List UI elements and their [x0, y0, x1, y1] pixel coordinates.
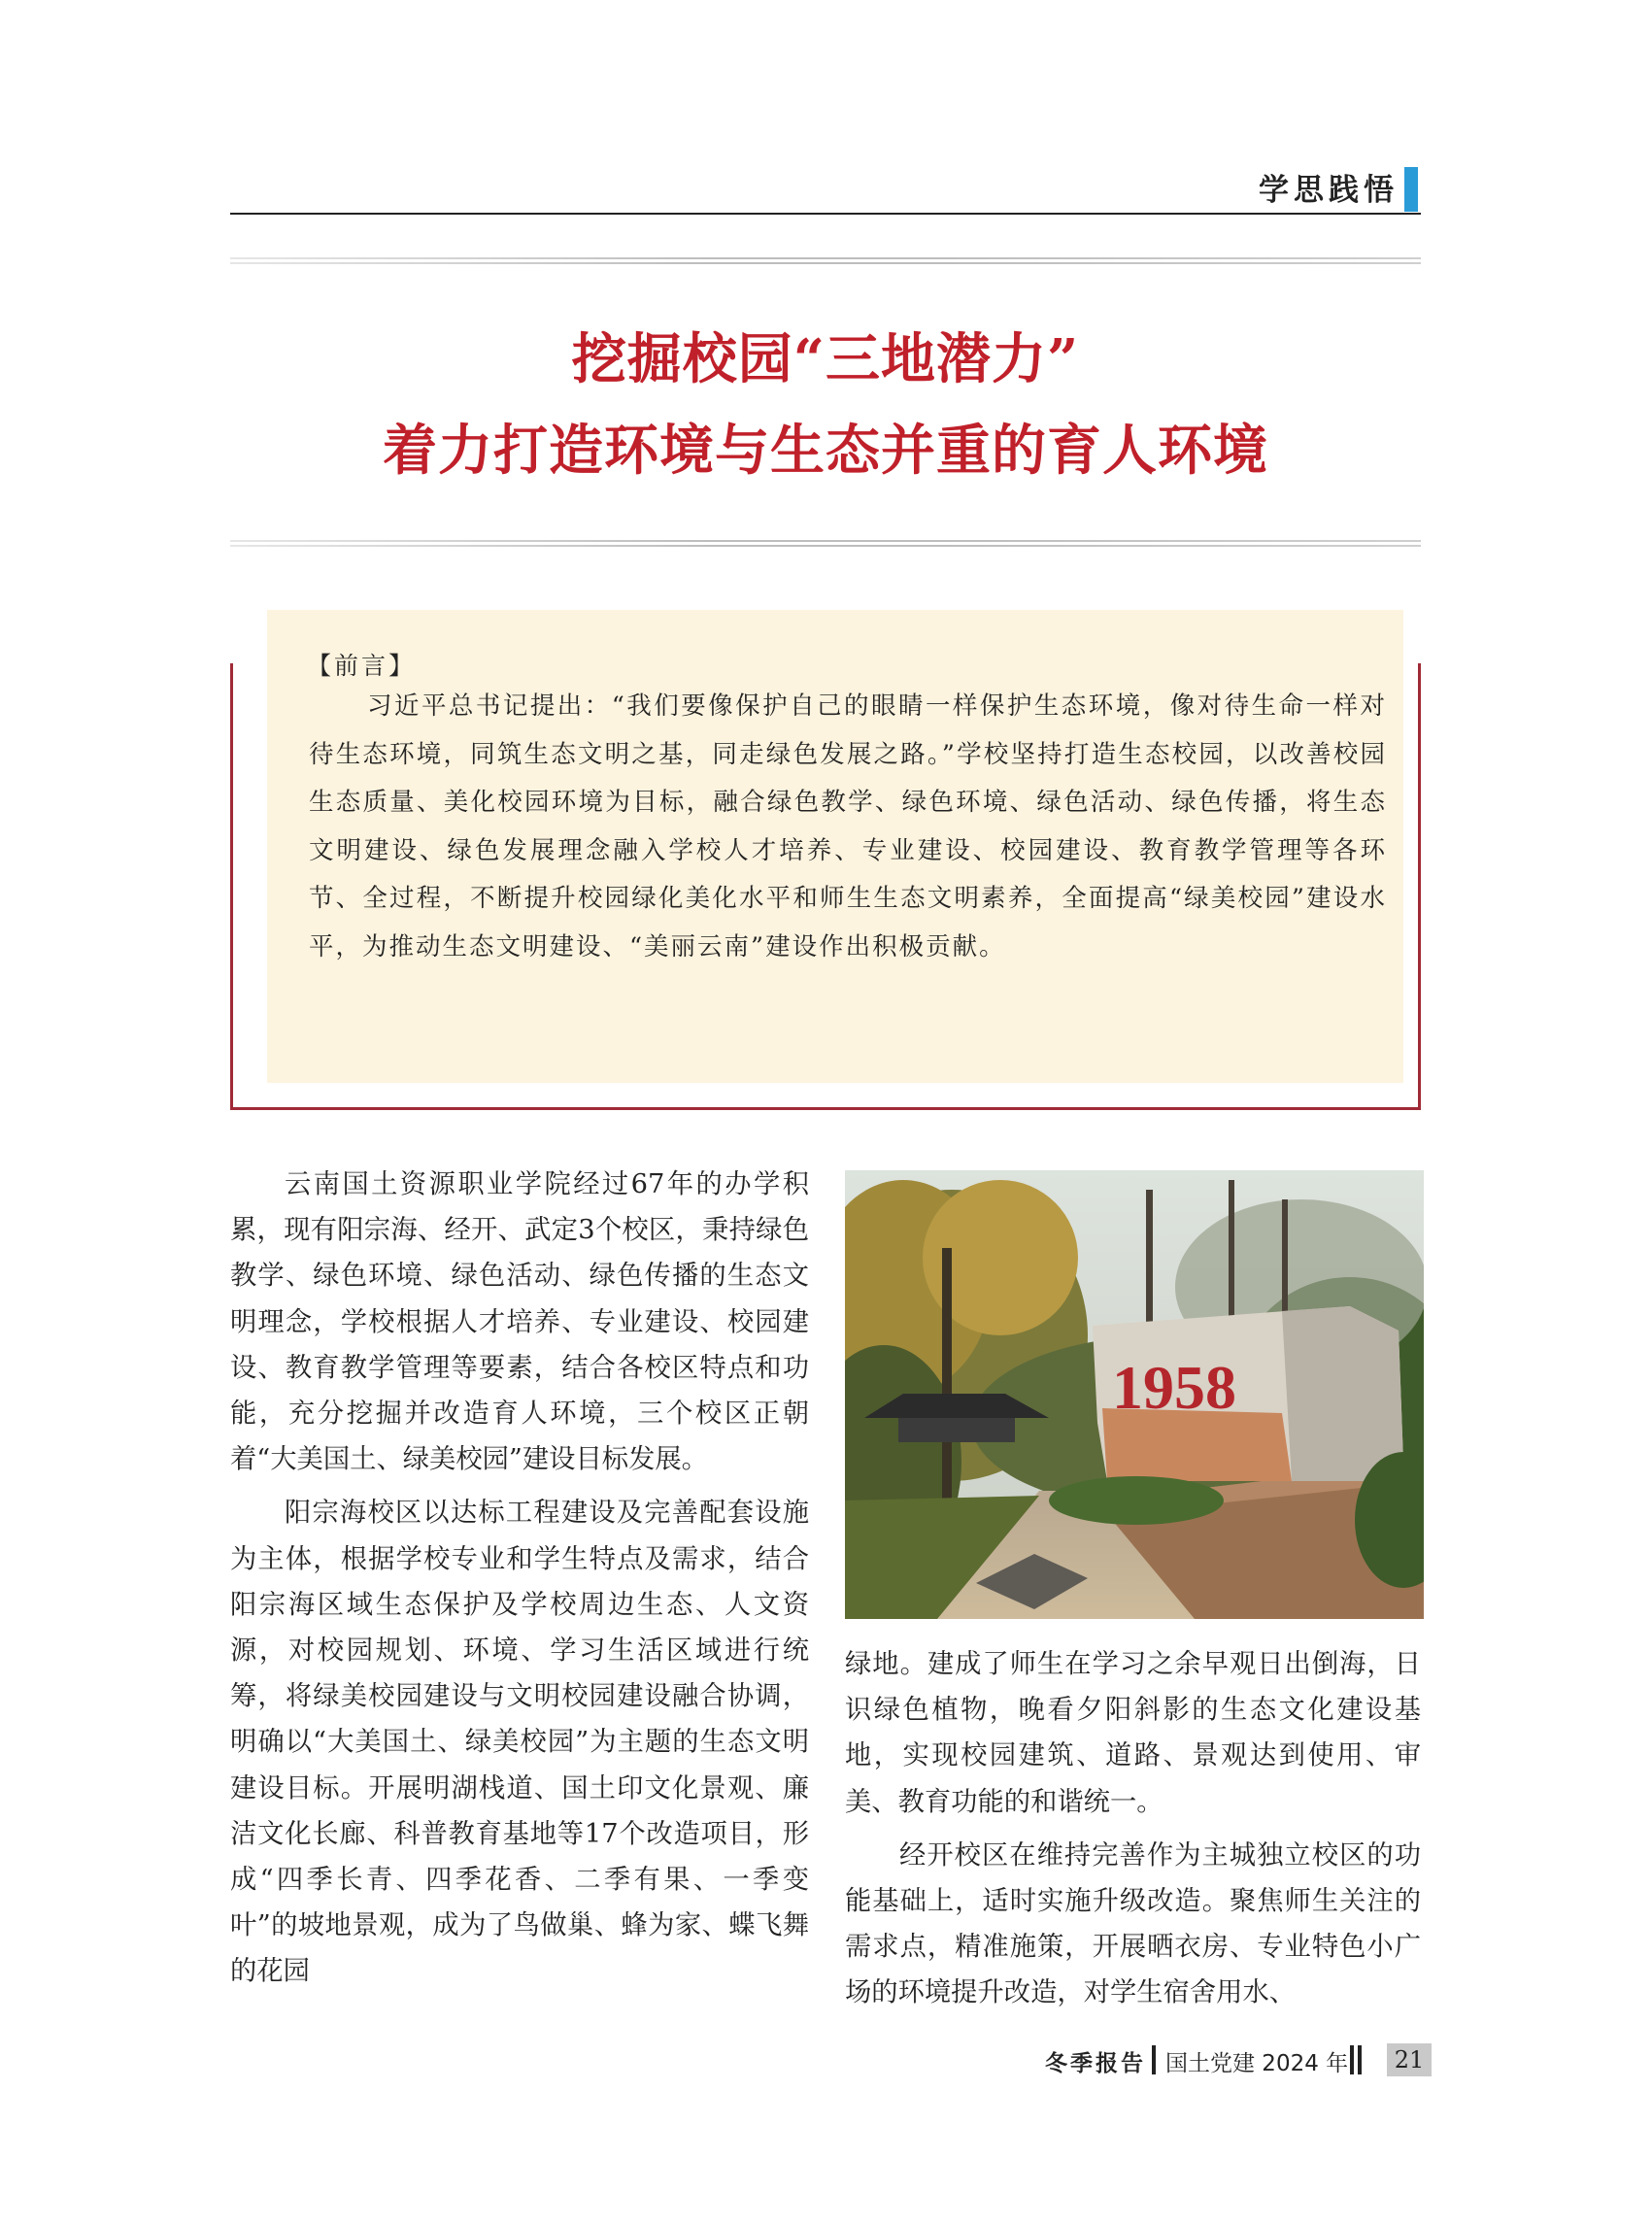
- header-rule: [230, 213, 1421, 215]
- paragraph: 经开校区在维持完善作为主城独立校区的功能基础上，适时实施升级改造。聚焦师生关注的需求点，精准施策，开展晒衣房、专业特色小广场的环境提升改造，对学生宿舍用水、: [845, 1839, 1421, 2008]
- campus-photo: [845, 1170, 1424, 1619]
- article-column-left: [230, 1162, 809, 2003]
- section-label: 学思践悟: [1259, 173, 1399, 208]
- article-title-line-1: 挖掘校园“三地潜力”: [571, 327, 1080, 391]
- section-accent-bar: [1404, 167, 1418, 212]
- paragraph: 阳宗海校区以达标工程建设及完善配套设施为主体，根据学校专业和学生特点及需求，结合阳宗海区域生态保护及学校周边生态、人文资源，对校园规划、环境、学习生活区域进行统筹，将绿美校园建设与文明校园建设融合协调，明确以“大美国土、绿美校园”为主题的生态文明建设目标。开展明湖栈道、国土印文化景观、廉洁文化长廊、科普教育基地等17个改造项目，形成“四季长青、四季花香、二季有果、一季变叶”的坡地景观，成为了鸟做巢、蜂为家、蝶飞舞的花园: [230, 1498, 809, 1987]
- footer-magazine: 国土党建 2024 年: [1165, 2051, 1349, 2076]
- article-title-line-2: 着力打造环境与生态并重的育人环境: [383, 419, 1268, 483]
- article-column-right: [845, 1641, 1421, 2024]
- footer-separator: [1152, 2045, 1156, 2074]
- footer-publication: 冬季报告: [1045, 2051, 1146, 2076]
- preface-heading: 【前言】: [307, 652, 417, 680]
- footer-separator: [1350, 2045, 1354, 2074]
- stone-inscription: 1958: [1112, 1353, 1236, 1422]
- paragraph: 云南国土资源职业学院经过67年的办学积累，现有阳宗海、经开、武定3个校区，秉持绿色教学、绿色环境、绿色活动、绿色传播的生态文明理念，学校根据人才培养、专业建设、校园建设、教育教学管理等要素，结合各校区特点和功能，充分挖掘并改造育人环境，三个校区正朝着“大美国土、绿美校园”建设目标发展。: [230, 1169, 809, 1475]
- preface-body: 习近平总书记提出：“我们要像保护自己的眼睛一样保护生态环境，像对待生命一样对待生态环境，同筑生态文明之基，同走绿色发展之路。”学校坚持打造生态校园，以改善校园生态质量、美化校园环境为目标，融合绿色教学、绿色环境、绿色活动、绿色传播，将生态文明建设、绿色发展理念融入学校人才培养、专业建设、校园建设、教育教学管理等各环节、全过程，不断提升校园绿化美化水平和师生生态文明素养，全面提高“绿美校园”建设水平，为推动生态文明建设、“美丽云南”建设作出积极贡献。: [309, 691, 1387, 961]
- footer-separator: [1358, 2045, 1362, 2074]
- title-bottom-divider: [230, 540, 1421, 550]
- paragraph: 绿地。建成了师生在学习之余早观日出倒海，日识绿色植物，晚看夕阳斜影的生态文化建设基地，实现校园建筑、道路、景观达到使用、审美、教育功能的和谐统一。: [845, 1649, 1421, 1817]
- page-number: 21: [1387, 2043, 1432, 2076]
- title-top-divider: [230, 257, 1421, 267]
